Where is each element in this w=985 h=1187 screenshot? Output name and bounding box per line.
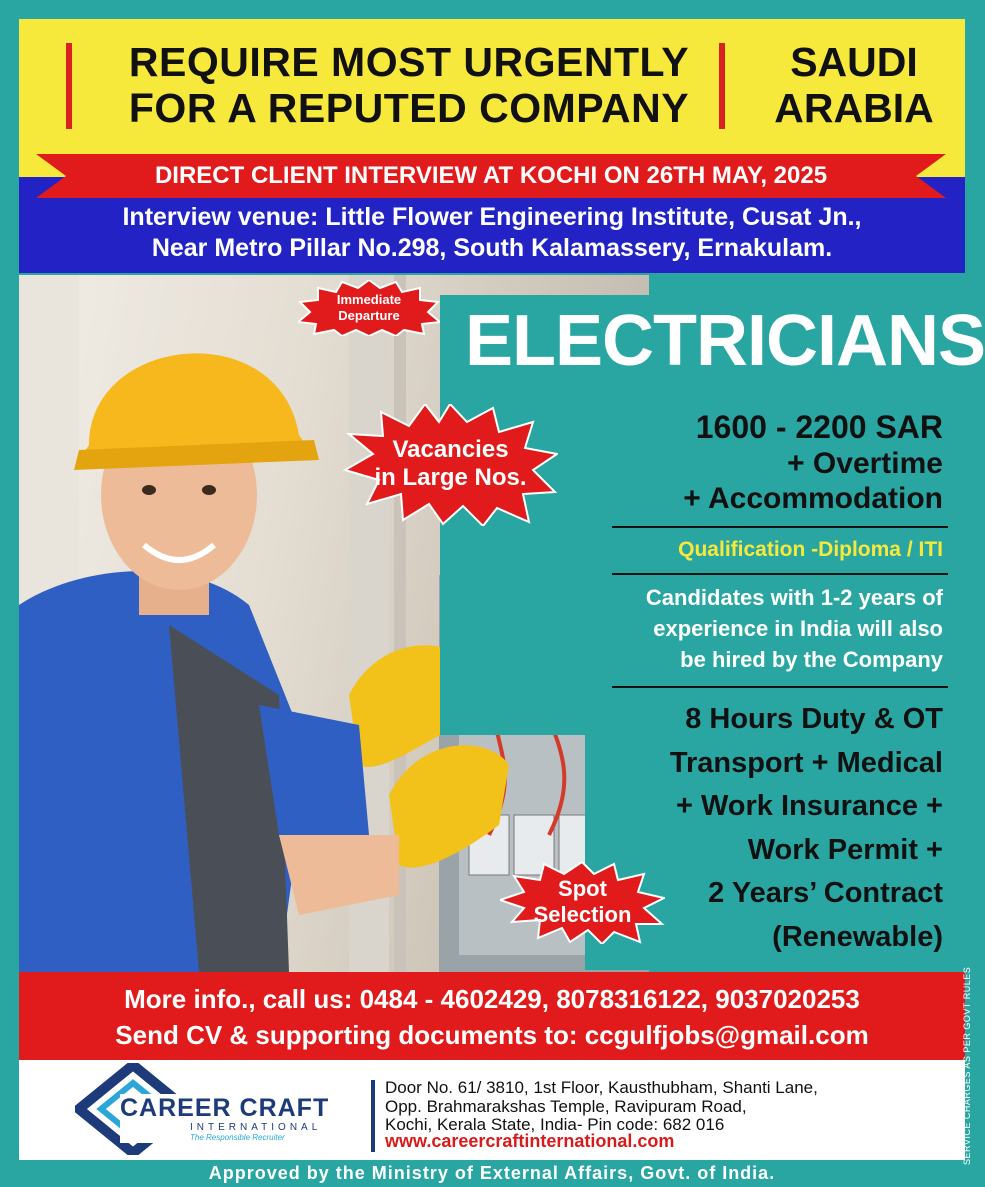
benefit-duty: 8 Hours Duty & OT xyxy=(685,703,943,735)
divider-rule xyxy=(612,686,948,688)
divider-rule xyxy=(612,526,948,528)
divider-bar xyxy=(719,43,725,129)
phone-numbers: More info., call us: 0484 - 4602429, 8078316122, 9037020253 xyxy=(124,984,860,1014)
benefit-insurance: + Work Insurance + xyxy=(675,790,943,822)
header-line-1: REQUIRE MOST URGENTLY xyxy=(128,39,690,85)
vacancies-label xyxy=(343,436,558,492)
experience-note xyxy=(646,582,943,675)
qualification: Qualification -Diploma / ITI xyxy=(678,538,943,561)
company-name: CAREER CRAFT xyxy=(120,1094,330,1122)
immediate-line-2: Departure xyxy=(338,308,400,323)
approval-note: Approved by the Ministry of External Affairs, Govt. of India. xyxy=(208,1163,776,1183)
venue-line-2: Near Metro Pillar No.298, South Kalamassery, Ernakulam. xyxy=(151,234,833,262)
country-line-1: SAUDI xyxy=(790,39,918,85)
job-title: ELECTRICIANS xyxy=(465,301,985,381)
email-contact: Send CV & supporting documents to: ccgulfjobs@gmail.com xyxy=(115,1020,869,1050)
immediate-line-1: Immediate xyxy=(336,292,402,307)
interview-date: DIRECT CLIENT INTERVIEW AT KOCHI ON 26TH MAY, 2025 xyxy=(154,162,828,189)
address-line-1: Door No. 61/ 3810, 1st Floor, Kausthubham, Shanti Lane, xyxy=(385,1078,818,1097)
company-sub: INTERNATIONAL xyxy=(190,1122,322,1133)
venue-address xyxy=(19,202,965,264)
vacancies-line-2: in Large Nos. xyxy=(374,464,527,491)
accommodation-benefit: + Accommodation xyxy=(683,482,943,515)
website-link[interactable]: www.careercraftinternational.com xyxy=(385,1131,675,1151)
experience-line-1: Candidates with 1-2 years of xyxy=(645,585,943,610)
spot-line-1: Spot xyxy=(558,876,607,901)
benefit-renewable: (Renewable) xyxy=(772,920,943,953)
header-banner xyxy=(19,19,965,155)
experience-line-2: experience in India will also xyxy=(653,616,943,641)
salary: 1600 - 2200 SAR xyxy=(695,409,943,445)
benefit-transport: Transport + Medical xyxy=(669,746,943,779)
address-line-3: Kochi, Kerala State, India- Pin code: 682 016 xyxy=(385,1115,725,1134)
experience-line-3: be hired by the Company xyxy=(680,647,943,672)
address-line-2: Opp. Brahmarakshas Temple, Ravipuram Road, xyxy=(385,1097,747,1116)
spot-line-2: Selection xyxy=(533,902,632,927)
venue-line-1: Interview venue: Little Flower Engineering Institute, Cusat Jn., xyxy=(122,203,862,231)
country xyxy=(749,39,959,131)
header-headline xyxy=(89,39,729,131)
spot-selection-label xyxy=(500,876,665,928)
service-charges-note: SERVICE CHARGES AS PER GOVT RULES xyxy=(962,966,972,1165)
benefits-list xyxy=(670,698,943,959)
divider-rule xyxy=(612,573,948,575)
divider-bar xyxy=(66,43,72,129)
benefit-permit: Work Permit + xyxy=(747,833,943,866)
career-craft-logo xyxy=(120,1094,350,1143)
immediate-departure-label xyxy=(298,292,440,324)
interview-ribbon-text-wrap xyxy=(36,154,946,198)
vacancies-line-1: Vacancies xyxy=(392,436,509,463)
company-tagline: The Responsible Recruiter xyxy=(190,1133,285,1142)
country-line-2: ARABIA xyxy=(774,85,934,131)
header-line-2: FOR A REPUTED COMPANY xyxy=(128,85,690,131)
overtime-benefit: + Overtime xyxy=(787,447,943,480)
footer-divider xyxy=(371,1080,375,1152)
benefit-contract: 2 Years’ Contract xyxy=(708,877,943,909)
